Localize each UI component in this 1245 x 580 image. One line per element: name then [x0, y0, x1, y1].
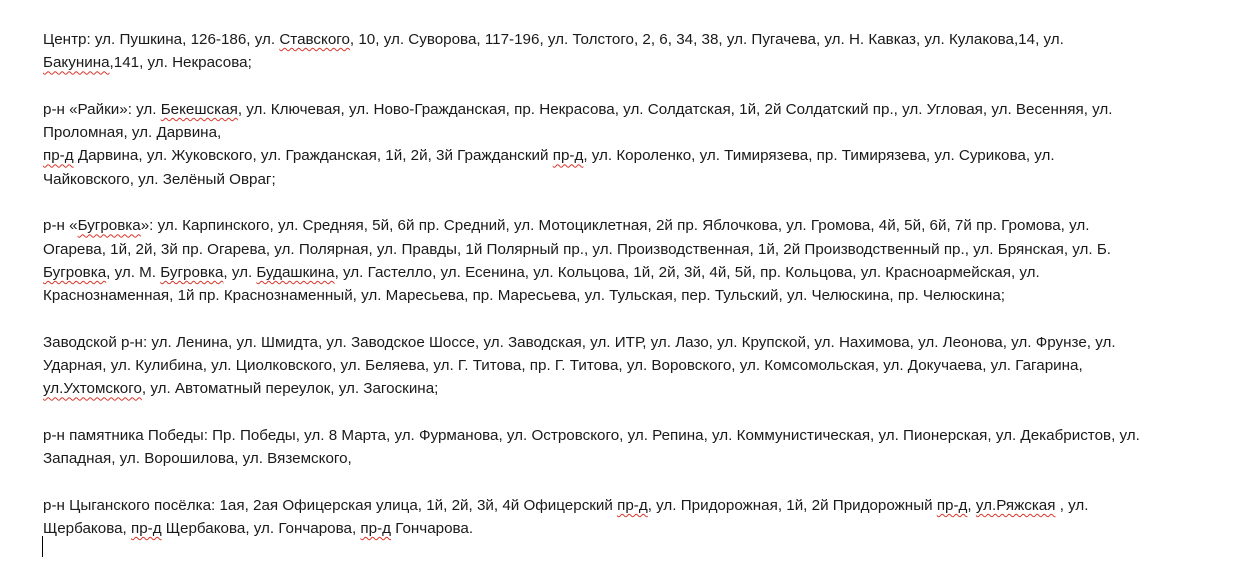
text-run: »: ул. Карпинского, ул. Средняя, 5й, 6й пр. Средний, ул. Мотоциклетная, 2й пр. Яблочкова, ул. Громова, 4й, 5й, 6й, 7й пр. Громова, ул.: [140, 217, 1090, 235]
spellcheck-flagged-word: Бекешская: [160, 100, 238, 118]
spellcheck-flagged-word: Будашкина: [256, 263, 335, 281]
text-run: ,: [967, 496, 976, 514]
text-cursor: [42, 536, 43, 557]
text-run: , ул.: [1055, 496, 1089, 514]
text-line: [43, 494, 1225, 517]
spellcheck-flagged-word: пр-д: [936, 496, 968, 514]
text-run: , ул. Короленко, ул. Тимирязева, пр. Тимирязева, ул. Сурикова, ул.: [583, 147, 1055, 165]
text-run: Гончарова.: [391, 520, 474, 538]
spellcheck-flagged-word: Бугровка: [77, 217, 141, 235]
document-paragraph: [43, 28, 1225, 75]
text-run: Ударная, ул. Кулибина, ул. Циолковского, ул. Беляева, ул. Г. Титова, пр. Г. Титова, ул. Воровского, ул. Комсомольская, ул. Докучаева, ул. Гагарина,: [43, 357, 1083, 375]
text-run: , ул. Придорожная, 1й, 2й Придорожный: [647, 496, 937, 514]
text-run: Щербакова,: [43, 520, 131, 538]
document-paragraph: [43, 494, 1225, 541]
spellcheck-flagged-word: ул.Ряжская: [975, 496, 1056, 514]
text-line: [43, 144, 1225, 167]
text-line: [43, 424, 1225, 447]
text-run: , ул. Ключевая, ул. Ново-Гражданская, пр. Некрасова, ул. Солдатская, 1й, 2й Солдатский пр., ул. Угловая, ул. Весенняя, ул.: [237, 100, 1113, 118]
text-run: Краснознаменная, 1й пр. Краснознаменный, ул. Маресьева, пр. Маресьева, ул. Тульская, пер. Тульский, ул. Челюскина, пр. Челюскина;: [43, 287, 1006, 305]
spellcheck-flagged-word: Бугровка: [160, 263, 224, 281]
text-line: [43, 447, 1225, 470]
text-run: ,141, ул. Некрасова;: [109, 54, 252, 72]
spellcheck-flagged-word: пр-д: [130, 520, 162, 538]
spellcheck-flagged-word: ул.Ухтомского: [43, 380, 142, 398]
text-run: , ул. Гастелло, ул. Есенина, ул. Кольцова, 1й, 2й, 3й, 4й, 5й, пр. Кольцова, ул. Красноармейская, ул.: [334, 263, 1040, 281]
text-run: , ул.: [223, 263, 257, 281]
text-line: [43, 377, 1225, 400]
text-run: Центр: ул. Пушкина, 126-186, ул.: [43, 31, 280, 48]
text-line: [43, 284, 1225, 307]
text-run: Заводской р-н: ул. Ленина, ул. Шмидта, ул. Заводское Шоссе, ул. Заводская, ул. ИТР, ул. Лазо, ул. Крупской, ул. Нахимова, ул. Леонова, ул. Фрунзе, ул.: [43, 333, 1116, 351]
text-run: р-н «Райки»: ул.: [43, 100, 161, 118]
text-line: [43, 261, 1225, 284]
text-run: Чайковского, ул. Зелёный Овраг;: [43, 170, 276, 188]
spellcheck-flagged-word: Бугровка: [43, 263, 107, 281]
spellcheck-flagged-word: пр-д: [43, 147, 74, 165]
text-line: [43, 51, 1225, 74]
document-paragraph: [43, 98, 1225, 191]
text-run: р-н «: [43, 217, 78, 235]
spellcheck-flagged-word: пр-д: [552, 147, 584, 165]
text-run: , ул. М.: [106, 263, 161, 281]
text-line: [43, 517, 1225, 540]
text-line: [43, 168, 1225, 191]
text-run: Проломная, ул. Дарвина,: [43, 124, 222, 142]
document-paragraph: [43, 424, 1225, 471]
text-run: р-н памятника Победы: Пр. Победы, ул. 8 Марта, ул. Фурманова, ул. Островского, ул. Репина, ул. Коммунистическая, ул. Пионерская, ул. Декабристов, ул.: [43, 427, 1140, 445]
text-line: [43, 98, 1225, 121]
text-line: [43, 331, 1225, 354]
text-line: [43, 214, 1225, 237]
text-line: [43, 121, 1225, 144]
text-run: , ул. Автоматный переулок, ул. Загоскина;: [141, 380, 439, 398]
text-run: Дарвина, ул. Жуковского, ул. Гражданская, 1й, 2й, 3й Гражданский: [73, 147, 553, 165]
spellcheck-flagged-word: пр-д: [617, 496, 648, 514]
text-run: Западная, ул. Ворошилова, ул. Вяземского,: [43, 450, 352, 468]
text-run: , 10, ул. Суворова, 117-196, ул. Толстого, 2, 6, 34, 38, ул. Пугачева, ул. Н. Кавказ, ул. Кулакова,14, ул.: [349, 31, 1064, 48]
text-run: р-н Цыганского посёлка: 1ая, 2ая Офицерская улица, 1й, 2й, 3й, 4й Офицерский: [43, 496, 618, 514]
text-line: [43, 238, 1225, 261]
text-line: [43, 28, 1225, 51]
text-line: [43, 354, 1225, 377]
document-paragraph: [43, 331, 1225, 401]
spellcheck-flagged-word: пр-д: [360, 520, 392, 538]
text-run: Щербакова, ул. Гончарова,: [161, 520, 361, 538]
text-run: Огарева, 1й, 2й, 3й пр. Огарева, ул. Полярная, ул. Правды, 1й Полярный пр., ул. Производственная, 1й, 2й Производственный пр., ул. Брянская, ул. Б.: [43, 240, 1112, 258]
spellcheck-flagged-word: Ставского: [279, 31, 350, 48]
spellcheck-flagged-word: Бакунина: [43, 54, 110, 72]
document-paragraph: [43, 214, 1225, 307]
